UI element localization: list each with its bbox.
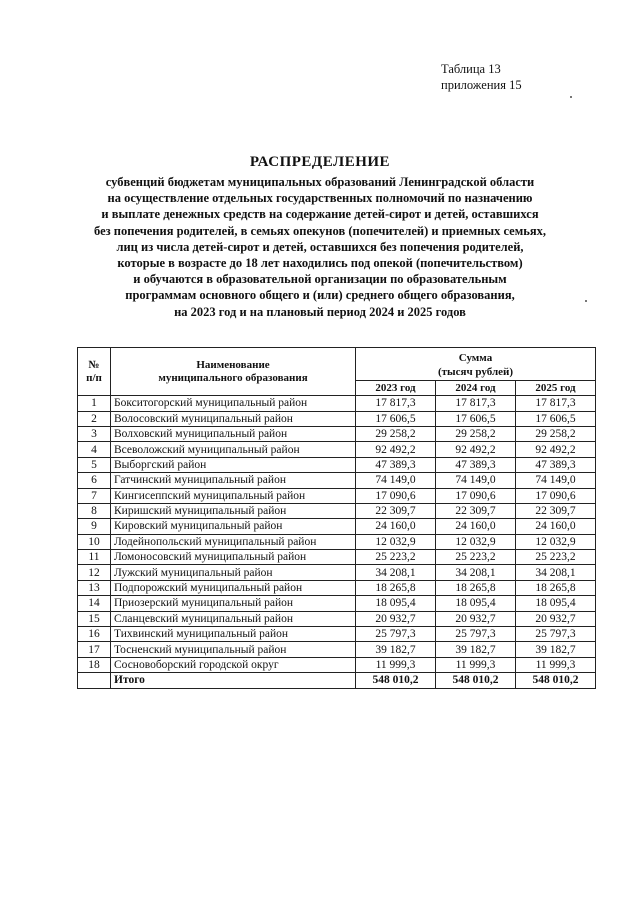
amount-2025: 17 817,3: [516, 396, 596, 411]
table-row: [78, 519, 596, 534]
municipality-name: Приозерский муниципальный район: [111, 596, 356, 611]
table-row: [78, 411, 596, 426]
row-number: 15: [78, 611, 111, 626]
amount-2025: 22 309,7: [516, 503, 596, 518]
amount-2025: 20 932,7: [516, 611, 596, 626]
municipality-name: Киришский муниципальный район: [111, 503, 356, 518]
row-number: 17: [78, 642, 111, 657]
total-amount-2024: 548 010,2: [436, 673, 516, 688]
row-number: 11: [78, 550, 111, 565]
table-row: [78, 580, 596, 595]
amount-2024: 47 389,3: [436, 457, 516, 472]
table-row: [78, 488, 596, 503]
amount-2024: 22 309,7: [436, 503, 516, 518]
table-row: [78, 596, 596, 611]
amount-2023: 17 090,6: [356, 488, 436, 503]
title-line: программам основного общего и (или) среднего общего образования,: [125, 288, 515, 303]
header-number: № п/п: [78, 348, 111, 396]
title-line: лиц из числа детей-сирот и детей, оставшихся без попечения родителей,: [116, 239, 524, 254]
municipality-name: Лодейнопольский муниципальный район: [111, 534, 356, 549]
amount-2023: 18 095,4: [356, 596, 436, 611]
amount-2023: 74 149,0: [356, 473, 436, 488]
amount-2024: 29 258,2: [436, 426, 516, 441]
row-number: 6: [78, 473, 111, 488]
amount-2023: 39 182,7: [356, 642, 436, 657]
amount-2024: 18 095,4: [436, 596, 516, 611]
amount-2024: 24 160,0: [436, 519, 516, 534]
title-line: на осуществление отдельных государственных полномочий по назначению: [107, 191, 533, 206]
title-line: и обучаются в образовательной организации по образовательным: [133, 272, 507, 287]
municipality-name: Выборгский район: [111, 457, 356, 472]
header-name: Наименование муниципального образования: [111, 348, 356, 396]
header-year-2023: 2023 год: [356, 380, 436, 395]
distribution-table: [77, 347, 596, 689]
amount-2023: 17 817,3: [356, 396, 436, 411]
amount-2025: 17 606,5: [516, 411, 596, 426]
amount-2024: 74 149,0: [436, 473, 516, 488]
title-line: и выплате денежных средств на содержание детей-сирот и детей, оставшихся: [101, 207, 539, 222]
row-number: 7: [78, 488, 111, 503]
municipality-name: Ломоносовский муниципальный район: [111, 550, 356, 565]
row-number: 9: [78, 519, 111, 534]
row-number: 16: [78, 627, 111, 642]
total-row: [78, 673, 596, 688]
amount-2023: 24 160,0: [356, 519, 436, 534]
amount-2025: 12 032,9: [516, 534, 596, 549]
table-row: [78, 657, 596, 672]
amount-2025: 47 389,3: [516, 457, 596, 472]
amount-2023: 20 932,7: [356, 611, 436, 626]
amount-2024: 92 492,2: [436, 442, 516, 457]
amount-2023: 47 389,3: [356, 457, 436, 472]
table-row: [78, 473, 596, 488]
table-number: Таблица 13: [441, 62, 501, 76]
municipality-name: Волосовский муниципальный район: [111, 411, 356, 426]
amount-2024: 17 606,5: [436, 411, 516, 426]
row-number: 12: [78, 565, 111, 580]
amount-2025: 29 258,2: [516, 426, 596, 441]
amount-2024: 17 817,3: [436, 396, 516, 411]
row-number: 5: [78, 457, 111, 472]
amount-2024: 34 208,1: [436, 565, 516, 580]
title-heading: РАСПРЕДЕЛЕНИЕ: [249, 154, 391, 170]
amount-2023: 17 606,5: [356, 411, 436, 426]
municipality-name: Бокситогорский муниципальный район: [111, 396, 356, 411]
amount-2023: 29 258,2: [356, 426, 436, 441]
amount-2024: 25 797,3: [436, 627, 516, 642]
municipality-name: Сосновоборский городской округ: [111, 657, 356, 672]
title-line: без попечения родителей, в семьях опекунов (попечителей) и приемных семьях,: [94, 223, 546, 238]
amount-2024: 39 182,7: [436, 642, 516, 657]
amount-2024: 17 090,6: [436, 488, 516, 503]
row-number: 2: [78, 411, 111, 426]
total-amount-2025: 548 010,2: [516, 673, 596, 688]
document-title: [0, 152, 640, 320]
amount-2025: 74 149,0: [516, 473, 596, 488]
total-label: Итого: [111, 673, 356, 688]
total-amount-2023: 548 010,2: [356, 673, 436, 688]
amount-2023: 22 309,7: [356, 503, 436, 518]
row-number: 10: [78, 534, 111, 549]
amount-2025: 24 160,0: [516, 519, 596, 534]
amount-2025: 18 265,8: [516, 580, 596, 595]
row-number: 8: [78, 503, 111, 518]
row-number: 4: [78, 442, 111, 457]
table-body: [78, 396, 596, 688]
municipality-name: Тихвинский муниципальный район: [111, 627, 356, 642]
table-row: [78, 534, 596, 549]
table-row: [78, 627, 596, 642]
amount-2025: 25 223,2: [516, 550, 596, 565]
scan-speck: [570, 96, 572, 98]
table-row: [78, 550, 596, 565]
amount-2023: 11 999,3: [356, 657, 436, 672]
title-line: которые в возрасте до 18 лет находились под опекой (попечительством): [117, 256, 523, 271]
header-sum: Сумма: [356, 348, 596, 366]
amount-2024: 11 999,3: [436, 657, 516, 672]
table-row: [78, 503, 596, 518]
header-unit: (тысяч рублей): [356, 365, 596, 380]
amount-2024: 12 032,9: [436, 534, 516, 549]
municipality-name: Подпорожский муниципальный район: [111, 580, 356, 595]
amount-2025: 34 208,1: [516, 565, 596, 580]
amount-2023: 12 032,9: [356, 534, 436, 549]
title-line: на 2023 год и на плановый период 2024 и 2025 годов: [174, 304, 466, 319]
amount-2025: 92 492,2: [516, 442, 596, 457]
table-row: [78, 426, 596, 441]
amount-2025: 18 095,4: [516, 596, 596, 611]
row-number: 13: [78, 580, 111, 595]
header-year-2025: 2025 год: [516, 380, 596, 395]
amount-2024: 18 265,8: [436, 580, 516, 595]
municipality-name: Всеволожский муниципальный район: [111, 442, 356, 457]
table-row: [78, 642, 596, 657]
municipality-name: Тосненский муниципальный район: [111, 642, 356, 657]
municipality-name: Волховский муниципальный район: [111, 426, 356, 441]
amount-2025: 17 090,6: [516, 488, 596, 503]
amount-2023: 92 492,2: [356, 442, 436, 457]
amount-2025: 25 797,3: [516, 627, 596, 642]
municipality-name: Лужский муниципальный район: [111, 565, 356, 580]
amount-2023: 25 223,2: [356, 550, 436, 565]
table-reference: [441, 61, 522, 93]
amount-2024: 25 223,2: [436, 550, 516, 565]
amount-2025: 11 999,3: [516, 657, 596, 672]
table-row: [78, 611, 596, 626]
row-number: 14: [78, 596, 111, 611]
municipality-name: Кировский муниципальный район: [111, 519, 356, 534]
row-number: 3: [78, 426, 111, 441]
amount-2025: 39 182,7: [516, 642, 596, 657]
amount-2023: 18 265,8: [356, 580, 436, 595]
row-number: 18: [78, 657, 111, 672]
table-row: [78, 396, 596, 411]
amount-2023: 25 797,3: [356, 627, 436, 642]
amount-2024: 20 932,7: [436, 611, 516, 626]
title-line: субвенций бюджетам муниципальных образований Ленинградской области: [105, 175, 535, 189]
municipality-name: Гатчинский муниципальный район: [111, 473, 356, 488]
row-number: 1: [78, 396, 111, 411]
amount-2023: 34 208,1: [356, 565, 436, 580]
table-row: [78, 565, 596, 580]
total-number-cell: [78, 673, 111, 688]
title-description: [0, 174, 640, 320]
table-row: [78, 457, 596, 472]
municipality-name: Сланцевский муниципальный район: [111, 611, 356, 626]
appendix-number: приложения 15: [441, 78, 522, 92]
municipality-name: Кингисеппский муниципальный район: [111, 488, 356, 503]
header-year-2024: 2024 год: [436, 380, 516, 395]
table-row: [78, 442, 596, 457]
